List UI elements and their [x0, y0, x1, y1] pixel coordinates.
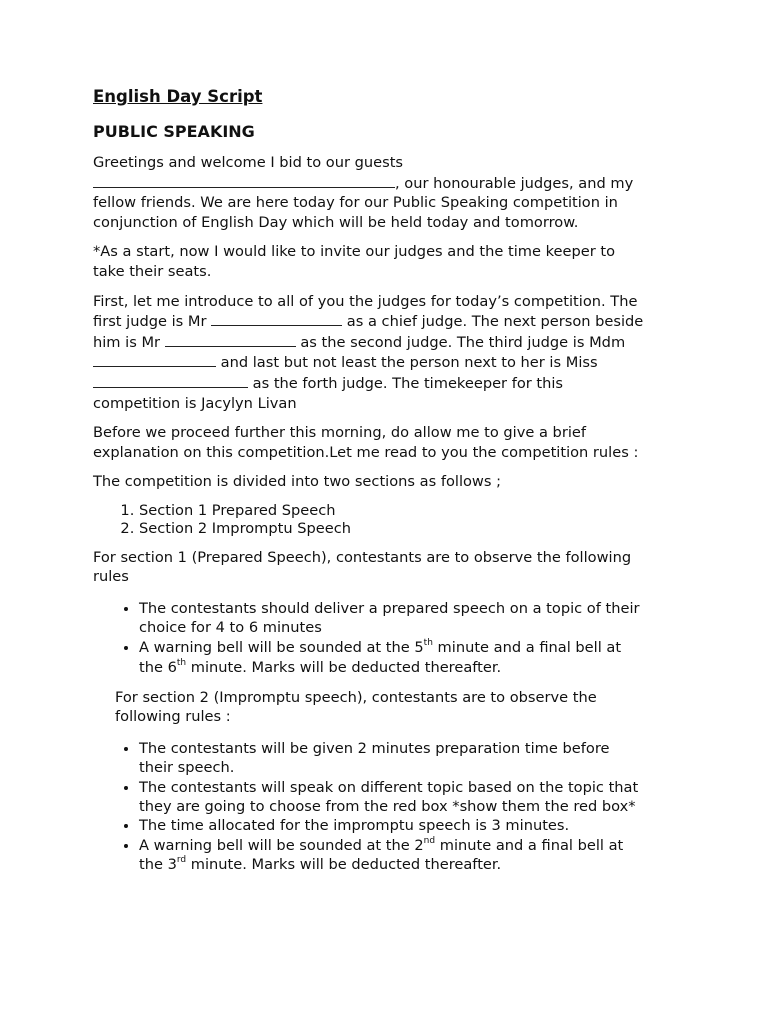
start-line-2: take their seats.: [93, 262, 212, 280]
section2-rules-list: [93, 739, 693, 874]
section2-rule-4-text-c: the 3: [139, 855, 177, 873]
section1-intro-line-1: For section 1 (Prepared Speech), contestants are to observe the following: [93, 548, 632, 566]
greeting-line-1: Greetings and welcome I bid to our guests: [93, 154, 404, 171]
section2-rule-2: [139, 778, 693, 817]
section2-rule-2-line-2: they are going to choose from the red box *show them the red box*: [139, 797, 636, 815]
judges-line-4b: and last but not least the person next to her is Miss: [220, 354, 598, 372]
proceed-line-2: explanation on this competition.Let me read to you the competition rules :: [93, 443, 639, 461]
divided-paragraph: The competition is divided into two sections as follows ;: [93, 473, 502, 491]
guests-blank: [93, 173, 395, 188]
section1-rule-2: [139, 638, 693, 678]
sections-list: [93, 502, 693, 538]
greeting-line-3: fellow friends. We are here today for our Public Speaking competition in: [93, 194, 618, 212]
ordinal-superscript: th: [176, 658, 187, 669]
section2-rule-4-text-b: minute and a final bell at: [435, 836, 624, 854]
section2-rule-4: [139, 836, 693, 875]
chief-judge-blank: [211, 311, 342, 326]
judges-line-1: First, let me introduce to all of you the judges for today’s competition. The: [93, 292, 638, 310]
section1-rule-2-text-d: minute. Marks will be deducted thereafter.: [186, 659, 502, 677]
document-page: [93, 86, 693, 874]
section1-rule-1: [139, 599, 693, 639]
section1-intro-line-2: rules: [93, 568, 129, 586]
section2-rule-4-text-a: A warning bell will be sounded at the 2: [139, 836, 424, 854]
fourth-judge-blank: [93, 373, 248, 388]
section1-rule-2-text-a: A warning bell will be sounded at the 5: [139, 639, 424, 657]
section1-rules-list: [93, 599, 693, 678]
ordinal-superscript: nd: [423, 835, 436, 846]
start-line-1: *As a start, now I would like to invite our judges and the time keeper to: [93, 243, 616, 261]
judges-paragraph: [93, 292, 693, 414]
section-heading-public-speaking: PUBLIC SPEAKING: [93, 122, 255, 141]
section2-intro-line-1: For section 2 (Impromptu speech), contestants are to observe the: [115, 688, 597, 706]
ordinal-superscript: th: [423, 638, 433, 649]
proceed-paragraph: [93, 423, 693, 462]
judges-line-2b: as a chief judge. The next person beside: [346, 313, 644, 331]
greeting-line-2: , our honourable judges, and my: [395, 174, 634, 192]
start-paragraph: [93, 242, 693, 281]
ordinal-superscript: rd: [176, 854, 187, 865]
section1-intro-paragraph: [93, 548, 693, 587]
judges-line-2a: first judge is Mr: [93, 313, 207, 331]
section2-rule-2-line-1: The contestants will speak on different topic based on the topic that: [139, 778, 639, 796]
section2-rule-4-text-d: minute. Marks will be deducted thereafter.: [186, 855, 502, 873]
document-title: English Day Script: [93, 87, 263, 106]
third-judge-blank: [93, 352, 216, 367]
section2-intro-paragraph: [115, 688, 693, 727]
section1-rule-2-text-b: minute and a final bell at: [432, 639, 622, 657]
section1-rule-1-line-2: choice for 4 to 6 minutes: [139, 619, 322, 637]
section1-rule-1-line-1: The contestants should deliver a prepared speech on a topic of their: [139, 599, 640, 617]
proceed-line-1: Before we proceed further this morning, do allow me to give a brief: [93, 424, 586, 442]
greeting-paragraph: [93, 153, 693, 232]
second-judge-blank: [165, 332, 296, 347]
section2-rule-3: [139, 816, 693, 835]
greeting-line-4: conjunction of English Day which will be held today and tomorrow.: [93, 213, 579, 231]
judges-line-6: competition is Jacylyn Livan: [93, 394, 297, 412]
judges-line-3b: as the second judge. The third judge is Mdm: [300, 333, 626, 351]
section2-rule-1: [139, 739, 693, 778]
list-item-section-1: 1. Section 1 Prepared Speech: [139, 502, 693, 520]
judges-line-3a: him is Mr: [93, 333, 161, 351]
judges-line-5b: as the forth judge. The timekeeper for this: [252, 374, 564, 392]
section2-rule-1-line-1: The contestants will be given 2 minutes preparation time before: [139, 740, 610, 758]
section2-intro-line-2: following rules :: [115, 708, 231, 726]
section2-rule-3-text: The time allocated for the impromptu speech is 3 minutes.: [139, 817, 570, 835]
section1-rule-2-text-c: the 6: [139, 659, 177, 677]
section2-rule-1-line-2: their speech.: [139, 759, 235, 777]
list-item-section-2: 2. Section 2 Impromptu Speech: [139, 520, 693, 538]
